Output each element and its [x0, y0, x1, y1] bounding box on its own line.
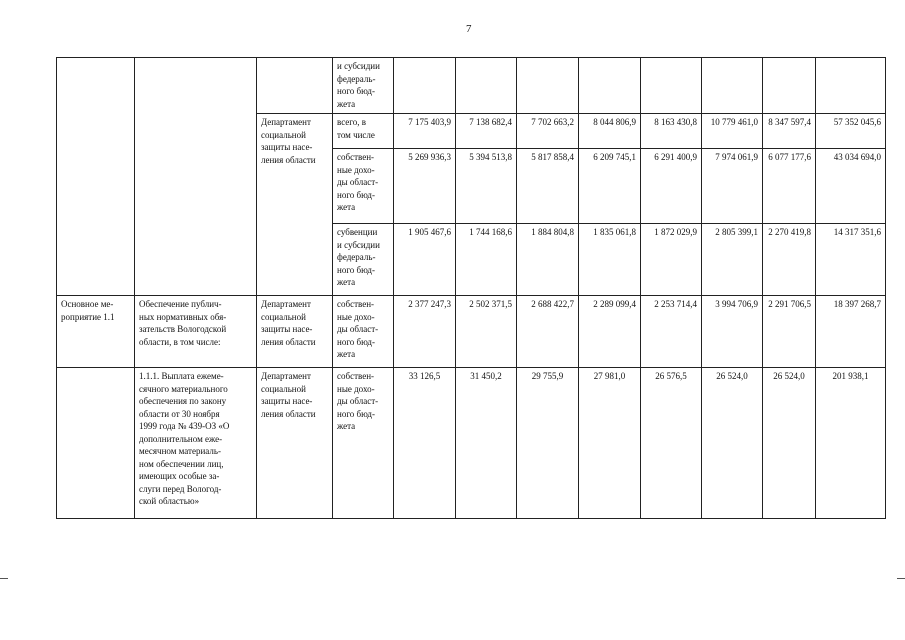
value-cell: 43 034 694,0 [816, 149, 886, 224]
value-cell: 8 347 597,4 [763, 114, 816, 149]
event-cell [57, 58, 135, 296]
value-cell: 2 289 099,4 [579, 296, 641, 368]
event-cell: Основное ме- роприятие 1.1 [57, 296, 135, 368]
executor-cell: Департамент социальной защиты насе- ления области [257, 368, 333, 519]
event-name-cell: Обеспечение публич- ных нормативных обя- зательств Вологодской области, в том числе: [135, 296, 257, 368]
funding-source-cell: субвенции и субсидии федераль- ного бюд- жета [333, 224, 394, 296]
value-cell: 6 291 400,9 [641, 149, 702, 224]
value-cell: 1 884 804,8 [517, 224, 579, 296]
funding-source-cell: собствен- ные дохо- ды област- ного бюд- жета [333, 149, 394, 224]
value-cell [456, 58, 517, 114]
table-row [57, 58, 886, 114]
value-cell: 6 077 177,6 [763, 149, 816, 224]
value-cell: 201 938,1 [816, 368, 886, 519]
value-cell: 31 450,2 [456, 368, 517, 519]
funding-source-cell: всего, в том числе [333, 114, 394, 149]
value-cell: 2 270 419,8 [763, 224, 816, 296]
value-cell [816, 58, 886, 114]
value-cell: 10 779 461,0 [702, 114, 763, 149]
value-cell: 7 175 403,9 [394, 114, 456, 149]
value-cell: 2 253 714,4 [641, 296, 702, 368]
executor-cell [257, 58, 333, 114]
value-cell: 2 502 371,5 [456, 296, 517, 368]
value-cell: 1 835 061,8 [579, 224, 641, 296]
value-cell: 7 138 682,4 [456, 114, 517, 149]
value-cell: 1 872 029,9 [641, 224, 702, 296]
value-cell: 5 269 936,3 [394, 149, 456, 224]
value-cell: 2 688 422,7 [517, 296, 579, 368]
value-cell [394, 58, 456, 114]
event-name-cell: 1.1.1. Выплата ежеме- сячного материального обеспечения по закону области от 30 ноября 1999 года № 439-ОЗ «О дополнительном еже- месячном материаль- ном обеспечении лиц, имеющих особые за- слуги перед Вологод- ской областью» [135, 368, 257, 519]
value-cell: 5 817 858,4 [517, 149, 579, 224]
value-cell: 33 126,5 [394, 368, 456, 519]
value-cell: 6 209 745,1 [579, 149, 641, 224]
value-cell [641, 58, 702, 114]
funding-source-cell: собствен- ные дохо- ды област- ного бюд- жета [333, 296, 394, 368]
value-cell: 2 805 399,1 [702, 224, 763, 296]
executor-cell: Департамент социальной защиты насе- ления области [257, 296, 333, 368]
value-cell [702, 58, 763, 114]
value-cell: 8 163 430,8 [641, 114, 702, 149]
table-row [57, 368, 886, 519]
funding-source-cell: и субсидии федераль- ного бюд- жета [333, 58, 394, 114]
value-cell: 29 755,9 [517, 368, 579, 519]
value-cell: 3 994 706,9 [702, 296, 763, 368]
value-cell: 1 905 467,6 [394, 224, 456, 296]
funding-source-cell: собствен- ные дохо- ды област- ного бюд- жета [333, 368, 394, 519]
value-cell [763, 58, 816, 114]
value-cell: 1 744 168,6 [456, 224, 517, 296]
value-cell [517, 58, 579, 114]
table-row [57, 296, 886, 368]
value-cell: 26 524,0 [763, 368, 816, 519]
value-cell: 26 576,5 [641, 368, 702, 519]
value-cell: 7 702 663,2 [517, 114, 579, 149]
value-cell: 26 524,0 [702, 368, 763, 519]
value-cell [579, 58, 641, 114]
value-cell: 7 974 061,9 [702, 149, 763, 224]
value-cell: 18 397 268,7 [816, 296, 886, 368]
event-name-cell [135, 58, 257, 296]
value-cell: 8 044 806,9 [579, 114, 641, 149]
value-cell: 2 291 706,5 [763, 296, 816, 368]
page-number: 7 [466, 23, 472, 35]
budget-table [56, 57, 886, 519]
value-cell: 57 352 045,6 [816, 114, 886, 149]
value-cell: 5 394 513,8 [456, 149, 517, 224]
right-edge-mark [897, 578, 905, 579]
event-cell [57, 368, 135, 519]
executor-cell: Департамент социальной защиты насе- ления области [257, 114, 333, 296]
value-cell: 14 317 351,6 [816, 224, 886, 296]
left-edge-mark [0, 578, 8, 579]
value-cell: 27 981,0 [579, 368, 641, 519]
value-cell: 2 377 247,3 [394, 296, 456, 368]
